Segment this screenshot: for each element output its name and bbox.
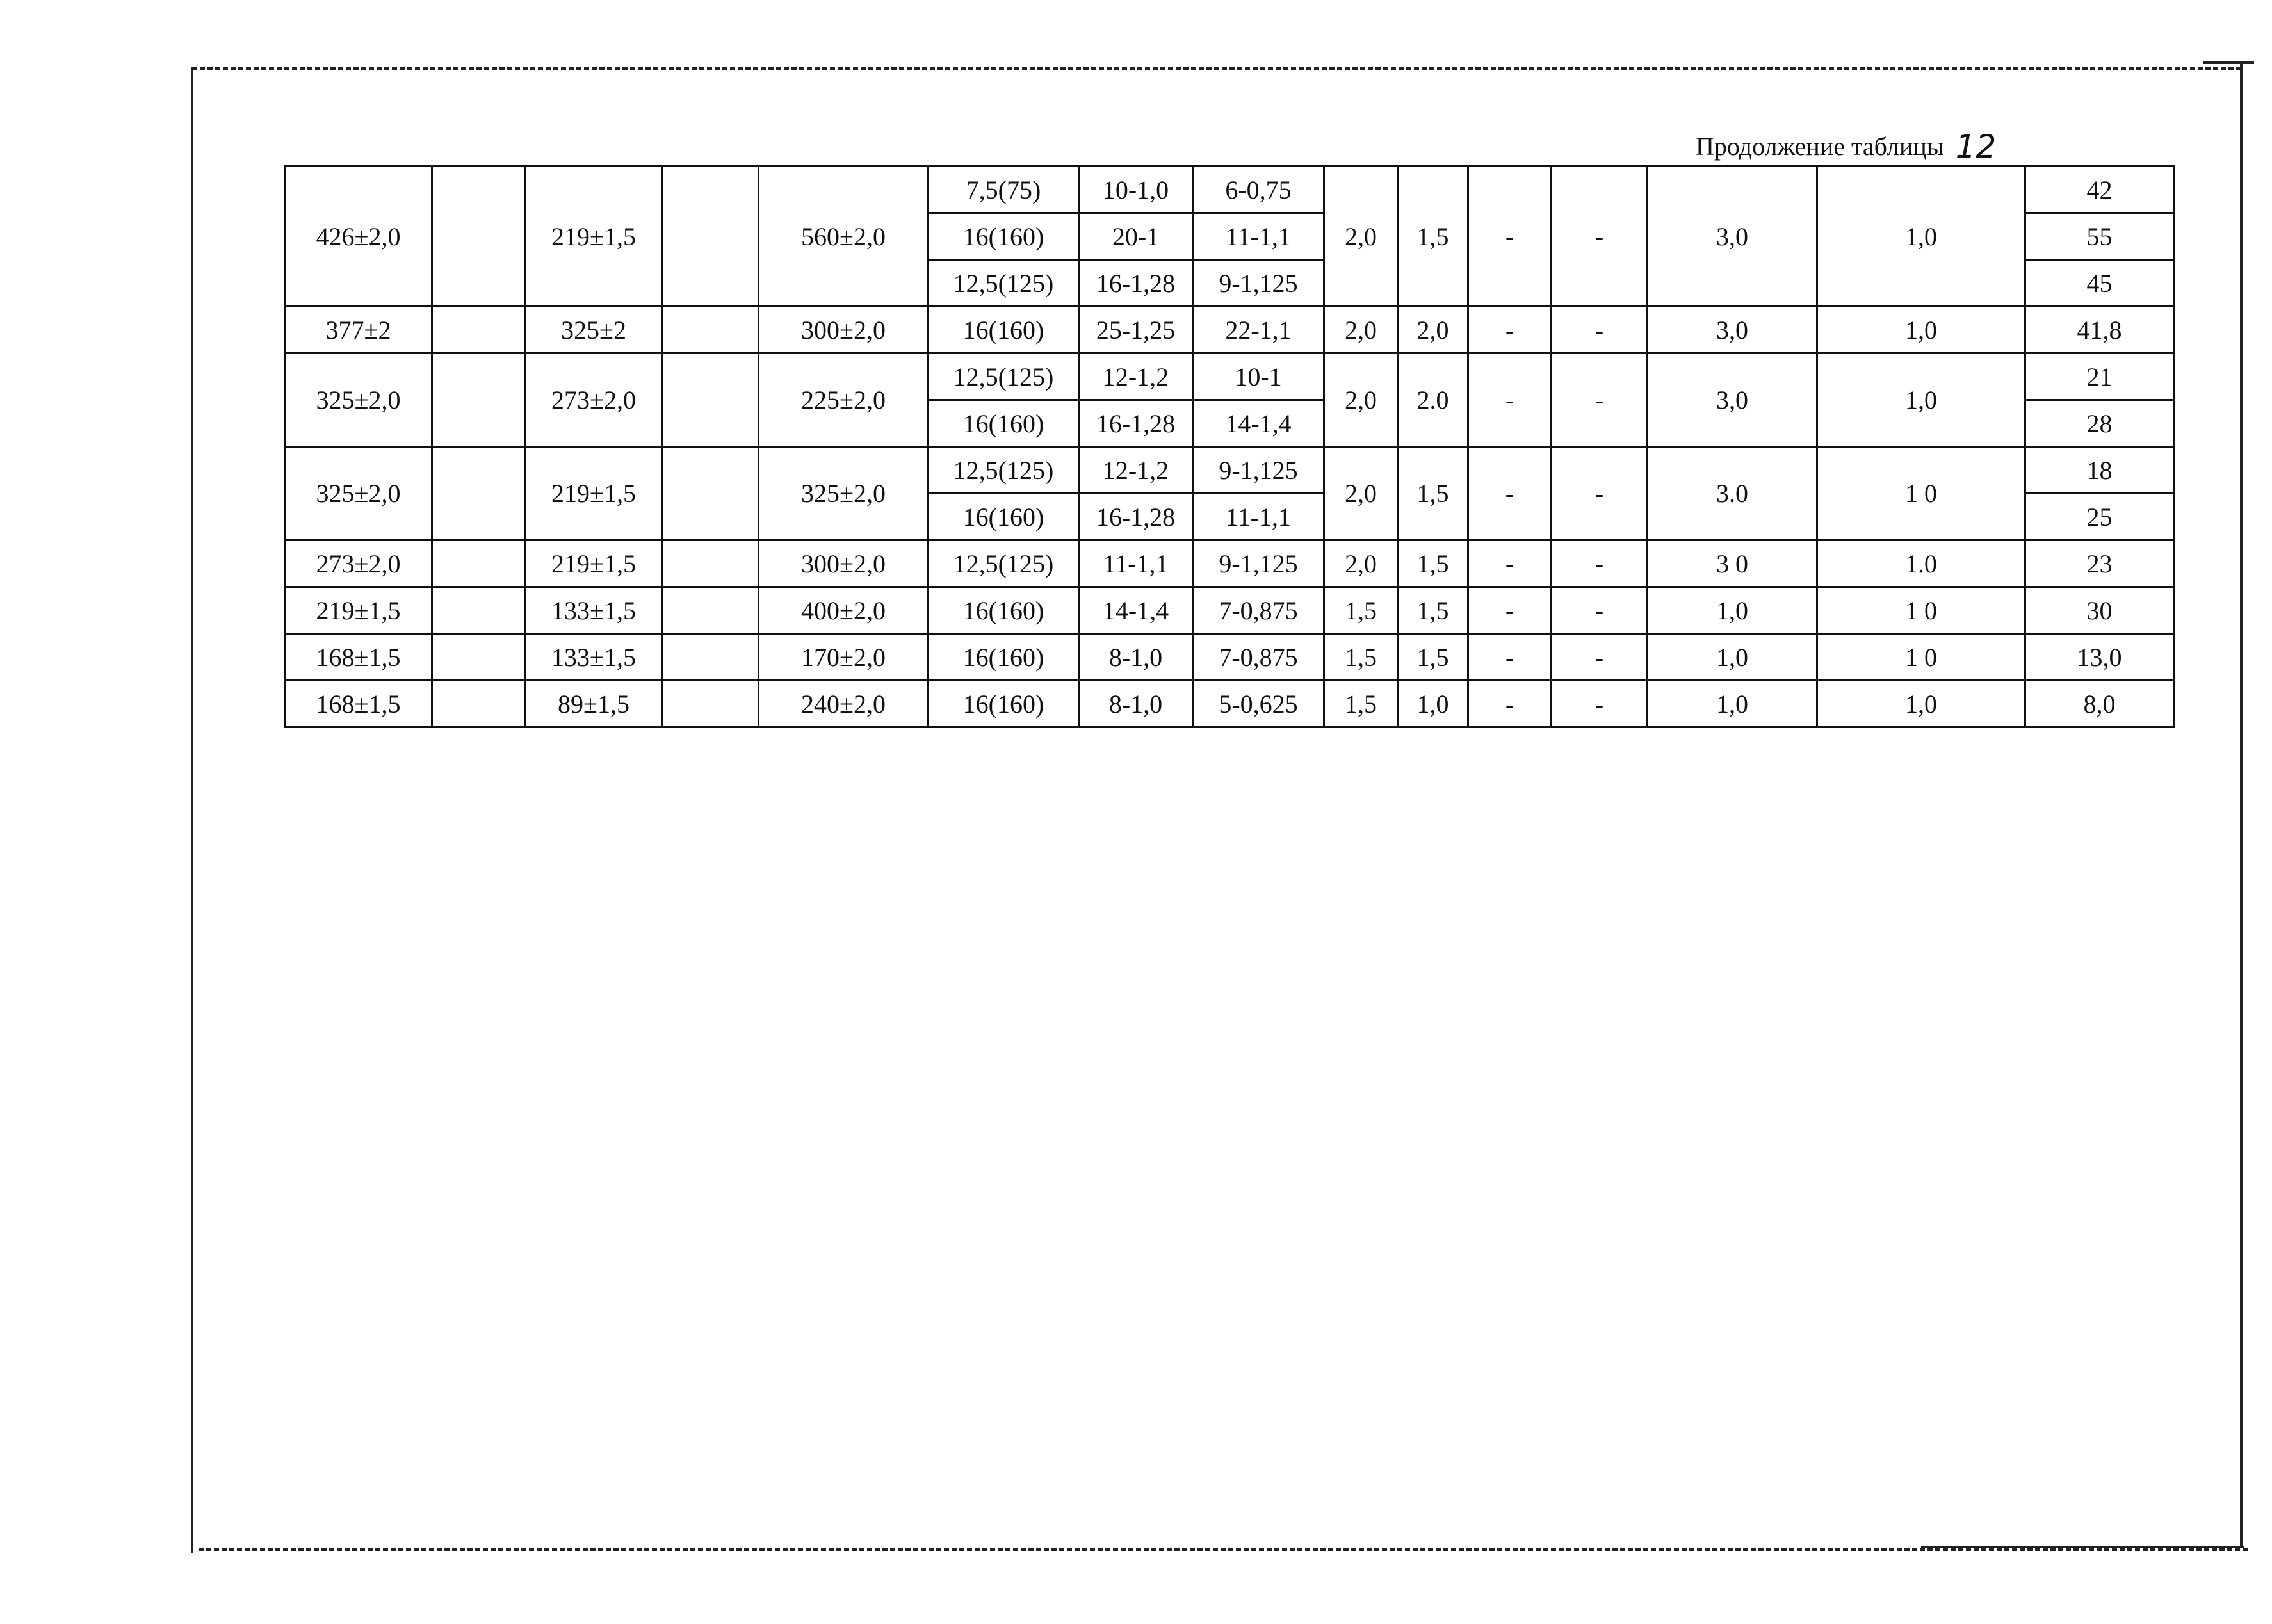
cell-c15: 30 bbox=[2025, 587, 2174, 634]
cell-c6: 12,5(125) bbox=[929, 447, 1079, 494]
cell-c8: 11-1,1 bbox=[1193, 213, 1324, 260]
cell-c15: 55 bbox=[2025, 213, 2174, 260]
cell-c7: 8-1,0 bbox=[1079, 634, 1193, 681]
cell-c1: 325±2,0 bbox=[285, 447, 432, 540]
cell-c1: 168±1,5 bbox=[285, 634, 432, 681]
cell-c13: 1,0 bbox=[1648, 634, 1817, 681]
cell-c13: 3.0 bbox=[1648, 447, 1817, 540]
cell-c4 bbox=[663, 447, 759, 540]
cell-c12: - bbox=[1552, 681, 1648, 727]
caption-text: Продолжение таблицы bbox=[1696, 132, 1944, 161]
cell-c7: 16-1,28 bbox=[1079, 400, 1193, 447]
cell-c3: 89±1,5 bbox=[525, 681, 663, 727]
table-row bbox=[285, 587, 2174, 634]
cell-c15: 18 bbox=[2025, 447, 2174, 494]
cell-c6: 16(160) bbox=[929, 587, 1079, 634]
cell-c6: 12,5(125) bbox=[929, 540, 1079, 587]
cell-c15: 45 bbox=[2025, 260, 2174, 307]
cell-c5: 170±2,0 bbox=[759, 634, 929, 681]
cell-c7: 12-1,2 bbox=[1079, 447, 1193, 494]
cell-c9: 1,5 bbox=[1324, 587, 1398, 634]
cell-c12: - bbox=[1552, 447, 1648, 540]
cell-c15: 28 bbox=[2025, 400, 2174, 447]
cell-c13: 3 0 bbox=[1648, 540, 1817, 587]
cell-c7: 12-1,2 bbox=[1079, 353, 1193, 400]
cell-c12: - bbox=[1552, 307, 1648, 353]
cell-c10: 1,0 bbox=[1398, 681, 1468, 727]
cell-c3: 133±1,5 bbox=[525, 587, 663, 634]
cell-c2 bbox=[432, 587, 525, 634]
cell-c11: - bbox=[1468, 307, 1552, 353]
cell-c4 bbox=[663, 634, 759, 681]
cell-c1: 219±1,5 bbox=[285, 587, 432, 634]
cell-c9: 1,5 bbox=[1324, 681, 1398, 727]
frame-bottom-border bbox=[199, 1548, 2248, 1551]
cell-c9: 1,5 bbox=[1324, 634, 1398, 681]
cell-c14: 1,0 bbox=[1817, 307, 2025, 353]
cell-c3: 219±1,5 bbox=[525, 447, 663, 540]
cell-c9: 2,0 bbox=[1324, 166, 1398, 307]
caption-table-number: 12 bbox=[1955, 128, 1997, 165]
cell-c1: 273±2,0 bbox=[285, 540, 432, 587]
cell-c5: 300±2,0 bbox=[759, 307, 929, 353]
cell-c6: 16(160) bbox=[929, 213, 1079, 260]
table-row bbox=[285, 681, 2174, 727]
data-table bbox=[284, 165, 2175, 728]
cell-c4 bbox=[663, 166, 759, 307]
cell-c7: 10-1,0 bbox=[1079, 166, 1193, 213]
cell-c12: - bbox=[1552, 353, 1648, 447]
cell-c3: 219±1,5 bbox=[525, 540, 663, 587]
cell-c13: 3,0 bbox=[1648, 166, 1817, 307]
cell-c5: 400±2,0 bbox=[759, 587, 929, 634]
cell-c13: 1,0 bbox=[1648, 587, 1817, 634]
cell-c15: 13,0 bbox=[2025, 634, 2174, 681]
cell-c14: 1,0 bbox=[1817, 353, 2025, 447]
table-row bbox=[285, 353, 2174, 400]
cell-c11: - bbox=[1468, 447, 1552, 540]
cell-c4 bbox=[663, 307, 759, 353]
cell-c15: 25 bbox=[2025, 494, 2174, 540]
cell-c1: 377±2 bbox=[285, 307, 432, 353]
cell-c6: 16(160) bbox=[929, 681, 1079, 727]
cell-c8: 7-0,875 bbox=[1193, 634, 1324, 681]
cell-c9: 2,0 bbox=[1324, 540, 1398, 587]
cell-c15: 21 bbox=[2025, 353, 2174, 400]
cell-c6: 12,5(125) bbox=[929, 260, 1079, 307]
cell-c3: 325±2 bbox=[525, 307, 663, 353]
cell-c13: 3,0 bbox=[1648, 353, 1817, 447]
cell-c14: 1 0 bbox=[1817, 587, 2025, 634]
cell-c3: 133±1,5 bbox=[525, 634, 663, 681]
cell-c8: 6-0,75 bbox=[1193, 166, 1324, 213]
cell-c6: 16(160) bbox=[929, 634, 1079, 681]
cell-c6: 7,5(75) bbox=[929, 166, 1079, 213]
cell-c4 bbox=[663, 681, 759, 727]
cell-c8: 9-1,125 bbox=[1193, 447, 1324, 494]
cell-c10: 2.0 bbox=[1398, 353, 1468, 447]
cell-c8: 22-1,1 bbox=[1193, 307, 1324, 353]
cell-c2 bbox=[432, 166, 525, 307]
table-row bbox=[285, 540, 2174, 587]
cell-c8: 11-1,1 bbox=[1193, 494, 1324, 540]
table-row bbox=[285, 166, 2174, 213]
cell-c11: - bbox=[1468, 166, 1552, 307]
cell-c8: 7-0,875 bbox=[1193, 587, 1324, 634]
cell-c6: 16(160) bbox=[929, 307, 1079, 353]
cell-c9: 2,0 bbox=[1324, 447, 1398, 540]
cell-c15: 23 bbox=[2025, 540, 2174, 587]
cell-c5: 300±2,0 bbox=[759, 540, 929, 587]
frame-bottom-solid-border bbox=[1921, 1546, 2244, 1548]
cell-c15: 8,0 bbox=[2025, 681, 2174, 727]
frame-top-right-border bbox=[2203, 61, 2254, 64]
cell-c1: 426±2,0 bbox=[285, 166, 432, 307]
cell-c10: 1,5 bbox=[1398, 447, 1468, 540]
cell-c2 bbox=[432, 540, 525, 587]
cell-c7: 8-1,0 bbox=[1079, 681, 1193, 727]
cell-c11: - bbox=[1468, 634, 1552, 681]
cell-c11: - bbox=[1468, 587, 1552, 634]
cell-c12: - bbox=[1552, 587, 1648, 634]
cell-c4 bbox=[663, 540, 759, 587]
cell-c1: 168±1,5 bbox=[285, 681, 432, 727]
cell-c9: 2,0 bbox=[1324, 307, 1398, 353]
cell-c5: 325±2,0 bbox=[759, 447, 929, 540]
cell-c8: 9-1,125 bbox=[1193, 260, 1324, 307]
cell-c11: - bbox=[1468, 353, 1552, 447]
cell-c12: - bbox=[1552, 166, 1648, 307]
cell-c14: 1.0 bbox=[1817, 540, 2025, 587]
cell-c12: - bbox=[1552, 634, 1648, 681]
cell-c11: - bbox=[1468, 681, 1552, 727]
cell-c8: 14-1,4 bbox=[1193, 400, 1324, 447]
cell-c15: 42 bbox=[2025, 166, 2174, 213]
table-row bbox=[285, 447, 2174, 494]
cell-c10: 1,5 bbox=[1398, 540, 1468, 587]
cell-c8: 9-1,125 bbox=[1193, 540, 1324, 587]
cell-c5: 225±2,0 bbox=[759, 353, 929, 447]
cell-c11: - bbox=[1468, 540, 1552, 587]
cell-c3: 219±1,5 bbox=[525, 166, 663, 307]
cell-c7: 16-1,28 bbox=[1079, 494, 1193, 540]
cell-c8: 10-1 bbox=[1193, 353, 1324, 400]
cell-c2 bbox=[432, 307, 525, 353]
table-row bbox=[285, 634, 2174, 681]
table-row bbox=[285, 307, 2174, 353]
cell-c10: 1,5 bbox=[1398, 634, 1468, 681]
frame-top-border bbox=[192, 67, 2241, 70]
cell-c7: 11-1,1 bbox=[1079, 540, 1193, 587]
cell-c13: 3,0 bbox=[1648, 307, 1817, 353]
cell-c5: 560±2,0 bbox=[759, 166, 929, 307]
cell-c2 bbox=[432, 681, 525, 727]
cell-c12: - bbox=[1552, 540, 1648, 587]
cell-c7: 20-1 bbox=[1079, 213, 1193, 260]
cell-c6: 16(160) bbox=[929, 494, 1079, 540]
cell-c6: 16(160) bbox=[929, 400, 1079, 447]
cell-c2 bbox=[432, 634, 525, 681]
cell-c14: 1,0 bbox=[1817, 166, 2025, 307]
cell-c9: 2,0 bbox=[1324, 353, 1398, 447]
cell-c13: 1,0 bbox=[1648, 681, 1817, 727]
cell-c10: 1,5 bbox=[1398, 587, 1468, 634]
cell-c2 bbox=[432, 353, 525, 447]
cell-c4 bbox=[663, 353, 759, 447]
cell-c10: 1,5 bbox=[1398, 166, 1468, 307]
cell-c7: 16-1,28 bbox=[1079, 260, 1193, 307]
cell-c8: 5-0,625 bbox=[1193, 681, 1324, 727]
cell-c5: 240±2,0 bbox=[759, 681, 929, 727]
table-caption bbox=[1696, 128, 1996, 165]
cell-c14: 1,0 bbox=[1817, 681, 2025, 727]
cell-c6: 12,5(125) bbox=[929, 353, 1079, 400]
cell-c7: 25-1,25 bbox=[1079, 307, 1193, 353]
cell-c2 bbox=[432, 447, 525, 540]
cell-c15: 41,8 bbox=[2025, 307, 2174, 353]
cell-c1: 325±2,0 bbox=[285, 353, 432, 447]
cell-c10: 2,0 bbox=[1398, 307, 1468, 353]
cell-c14: 1 0 bbox=[1817, 447, 2025, 540]
cell-c3: 273±2,0 bbox=[525, 353, 663, 447]
frame-left-border bbox=[191, 67, 193, 1553]
cell-c14: 1 0 bbox=[1817, 634, 2025, 681]
cell-c7: 14-1,4 bbox=[1079, 587, 1193, 634]
cell-c4 bbox=[663, 587, 759, 634]
frame-right-border bbox=[2240, 61, 2243, 1546]
